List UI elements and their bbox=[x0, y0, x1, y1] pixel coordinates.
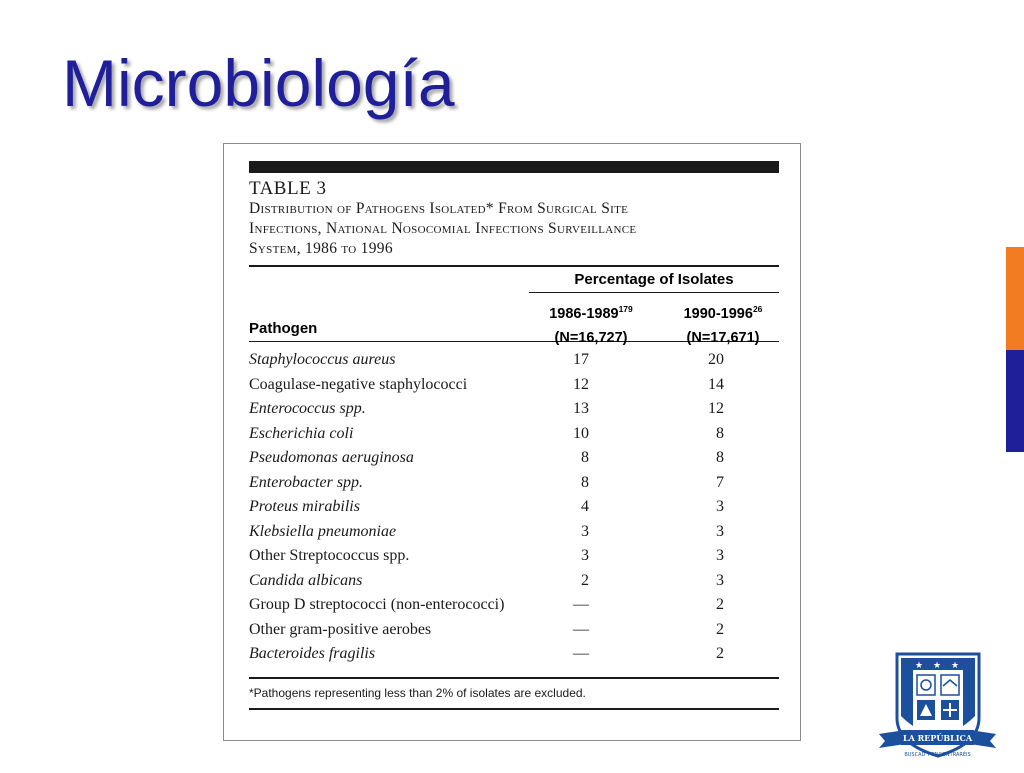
value-1990-1996: 3 bbox=[716, 498, 724, 515]
svg-text:LA REPÚBLICA: LA REPÚBLICA bbox=[902, 733, 973, 743]
value-1990-1996: 7 bbox=[716, 473, 724, 491]
table-row bbox=[249, 471, 779, 496]
value-1990-1996: 3 bbox=[716, 571, 724, 589]
table-top-rule bbox=[249, 161, 779, 173]
column-ref: 179 bbox=[618, 304, 633, 314]
table-body bbox=[249, 348, 779, 667]
table-caption bbox=[249, 199, 779, 259]
accent-bar-blue bbox=[1006, 350, 1024, 452]
value-1986-1989: 3 bbox=[581, 547, 589, 564]
pathogen-name: Other gram-positive aerobes bbox=[249, 620, 432, 638]
value-1986-1989: — bbox=[573, 596, 589, 613]
value-1990-1996: 20 bbox=[708, 351, 724, 368]
svg-text:BUSCAD Y ENCONTRARÉIS: BUSCAD Y ENCONTRARÉIS bbox=[904, 752, 971, 758]
table-row bbox=[249, 348, 779, 373]
group-header-rule bbox=[529, 292, 779, 293]
value-1990-1996: 8 bbox=[716, 449, 724, 466]
column-header-1990-1996 bbox=[659, 297, 787, 350]
table-row bbox=[249, 397, 779, 422]
table-number: TABLE 3 bbox=[249, 178, 327, 199]
table-caption-line: System, 1986 to 1996 bbox=[249, 240, 393, 257]
column-n: (N=16,727) bbox=[554, 330, 628, 346]
table-bottom-rule bbox=[249, 708, 779, 710]
pathogen-column-header: Pathogen bbox=[249, 320, 318, 337]
percentage-group-header: Percentage of Isolates bbox=[574, 271, 734, 288]
value-1986-1989: — bbox=[573, 620, 589, 638]
value-1986-1989: 10 bbox=[573, 424, 589, 442]
table-row bbox=[249, 618, 779, 643]
table-row bbox=[249, 544, 779, 569]
accent-bar-orange bbox=[1006, 247, 1024, 350]
value-1990-1996: 2 bbox=[716, 645, 724, 662]
value-1986-1989: 8 bbox=[581, 473, 589, 491]
table-row bbox=[249, 642, 779, 667]
value-1990-1996: 2 bbox=[716, 596, 724, 613]
slide-title: Microbiología bbox=[62, 46, 455, 120]
pathogen-name: Candida albicans bbox=[249, 571, 363, 589]
table-row bbox=[249, 520, 779, 545]
value-1990-1996: 14 bbox=[708, 375, 724, 393]
table-image-frame bbox=[223, 143, 801, 741]
column-years: 1986-1989 bbox=[549, 306, 619, 322]
value-1990-1996: 8 bbox=[716, 424, 724, 442]
svg-text:★: ★ bbox=[933, 661, 942, 671]
pathogen-name: Staphylococcus aureus bbox=[249, 351, 396, 368]
table-row bbox=[249, 569, 779, 594]
value-1986-1989: 2 bbox=[581, 571, 589, 589]
value-1990-1996: 3 bbox=[716, 522, 724, 540]
value-1986-1989: 17 bbox=[573, 351, 589, 368]
table-content bbox=[249, 161, 779, 710]
table-row bbox=[249, 422, 779, 447]
value-1986-1989: 8 bbox=[581, 449, 589, 466]
pathogen-name: Enterobacter spp. bbox=[249, 473, 364, 491]
value-1990-1996: 2 bbox=[716, 620, 724, 638]
table-row bbox=[249, 593, 779, 618]
pathogen-name: Proteus mirabilis bbox=[249, 498, 360, 515]
value-1986-1989: 4 bbox=[581, 498, 589, 515]
table-caption-line: Infections, National Nosocomial Infections Surveillance bbox=[249, 220, 637, 237]
value-1990-1996: 12 bbox=[708, 400, 724, 417]
column-years: 1990-1996 bbox=[683, 306, 753, 322]
column-header-1986-1989 bbox=[527, 297, 655, 350]
column-ref: 26 bbox=[752, 304, 763, 314]
table-row bbox=[249, 495, 779, 520]
column-n: (N=17,671) bbox=[686, 330, 760, 346]
value-1986-1989: 12 bbox=[573, 375, 589, 393]
svg-text:★: ★ bbox=[951, 661, 960, 671]
university-seal-logo bbox=[875, 648, 1000, 768]
value-1986-1989: 3 bbox=[581, 522, 589, 540]
value-1986-1989: 13 bbox=[573, 400, 589, 417]
pathogen-name: Enterococcus spp. bbox=[249, 400, 366, 417]
table-footnote: *Pathogens representing less than 2% of isolates are excluded. bbox=[249, 685, 586, 700]
pathogen-name: Coagulase-negative staphylococci bbox=[249, 375, 468, 393]
value-1986-1989: — bbox=[573, 645, 589, 662]
table-header bbox=[249, 267, 779, 346]
table-row bbox=[249, 373, 779, 398]
pathogen-name: Other Streptococcus spp. bbox=[249, 547, 410, 564]
table-row bbox=[249, 446, 779, 471]
pathogen-name: Escherichia coli bbox=[249, 424, 354, 442]
pathogen-name: Pseudomonas aeruginosa bbox=[249, 449, 414, 466]
table-caption-line: Distribution of Pathogens Isolated* From Surgical Site bbox=[249, 200, 629, 217]
seal-icon bbox=[875, 648, 1000, 768]
pathogen-name: Group D streptococci (non-enterococci) bbox=[249, 596, 505, 613]
pathogen-name: Klebsiella pneumoniae bbox=[249, 522, 397, 540]
pathogen-name: Bacteroides fragilis bbox=[249, 645, 376, 662]
svg-text:★: ★ bbox=[915, 661, 924, 671]
value-1990-1996: 3 bbox=[716, 547, 724, 564]
